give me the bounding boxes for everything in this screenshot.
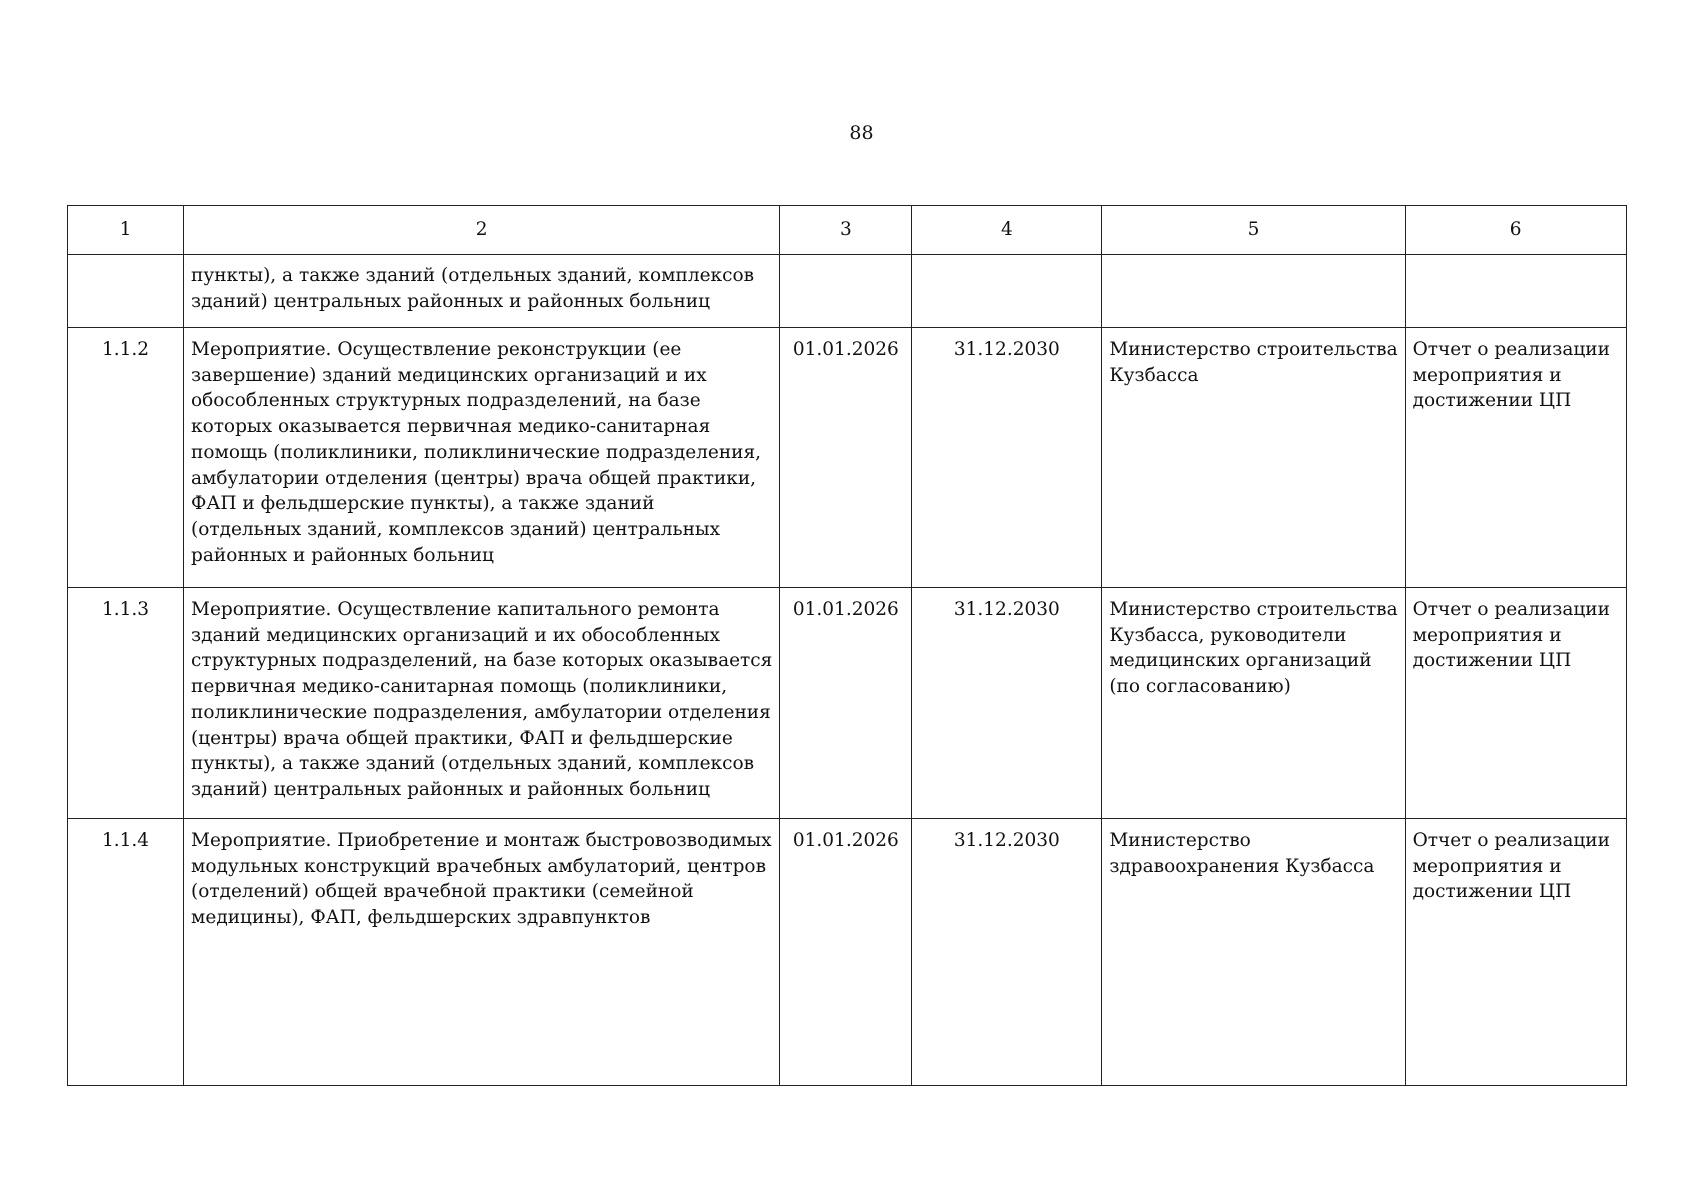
text-line: завершение) зданий медицинских организаций и их [191, 364, 707, 386]
text-line: модульных конструкций врачебных амбулаторий, центров [191, 855, 766, 877]
responsible-cell [1102, 328, 1405, 588]
column-header: 2 [184, 206, 780, 255]
table-row [68, 588, 1627, 819]
text-line: Мероприятие. Приобретение и монтаж быстровозводимых [191, 830, 772, 851]
text-line: Кузбасса [1109, 364, 1199, 386]
text-line: амбулатории отделения (центры) врача общей практики, [191, 467, 757, 489]
column-header: 3 [780, 206, 912, 255]
end-date-cell: 31.12.2030 [912, 328, 1102, 588]
text-line: помощь (поликлиники, поликлинические подразделения, [191, 441, 762, 463]
column-header: 5 [1102, 206, 1405, 255]
text-line: (отделений) общей врачебной практики (семейной [191, 881, 694, 903]
description-cell [184, 328, 780, 588]
page-number: 88 [849, 122, 874, 144]
table-row [68, 819, 1627, 1086]
end-date-cell: 31.12.2030 [912, 819, 1102, 1086]
text-line: ФАП и фельдшерские пункты), а также зданий [191, 493, 655, 515]
text-line: Отчет о реализации [1412, 339, 1610, 360]
empty-cell [68, 255, 184, 328]
text-line: Мероприятие. Осуществление реконструкции (ее [191, 339, 682, 360]
empty-cell [780, 255, 912, 328]
text-line: (центры) врача общей практики, ФАП и фельдшерские [191, 727, 733, 749]
text-line: Отчет о реализации [1412, 599, 1610, 620]
text-line: мероприятия и [1412, 855, 1562, 877]
text-line: районных и районных больниц [191, 544, 494, 566]
text-line: пункты), а также зданий (отдельных зданий, комплексов [191, 753, 754, 775]
text-line: медицины), ФАП, фельдшерских здравпунктов [191, 907, 651, 929]
empty-cell [912, 255, 1102, 328]
text-line: Министерство строительства [1109, 339, 1398, 360]
text-line: которых оказывается первичная медико-санитарная [191, 416, 711, 438]
result-cell [1405, 588, 1626, 819]
description-cell [184, 819, 780, 1086]
text-line: пункты), а также зданий (отдельных зданий, комплексов [191, 265, 754, 286]
text-line: (по согласованию) [1109, 676, 1291, 698]
text-line: Отчет о реализации [1412, 830, 1610, 851]
text-line: достижении ЦП [1412, 390, 1572, 412]
description-cell [184, 255, 780, 328]
text-line: обособленных структурных подразделений, на базе [191, 390, 701, 412]
text-line: первичная медико-санитарная помощь (поликлиники, [191, 676, 728, 698]
text-line: мероприятия и [1412, 364, 1562, 386]
text-line: мероприятия и [1412, 624, 1562, 646]
text-line: Министерство [1109, 830, 1251, 851]
column-header: 4 [912, 206, 1102, 255]
row-number-cell: 1.1.3 [68, 588, 184, 819]
text-line: зданий) центральных районных и районных больниц [191, 778, 711, 800]
start-date-cell: 01.01.2026 [780, 588, 912, 819]
text-line: медицинских организаций [1109, 650, 1372, 672]
description-cell [184, 588, 780, 819]
table-row [68, 328, 1627, 588]
result-cell [1405, 819, 1626, 1086]
column-header: 1 [68, 206, 184, 255]
text-line: зданий) центральных районных и районных больниц [191, 290, 711, 312]
text-line: Министерство строительства [1109, 599, 1398, 620]
row-number-cell: 1.1.4 [68, 819, 184, 1086]
responsible-cell [1102, 588, 1405, 819]
text-line: здравоохранения Кузбасса [1109, 855, 1375, 877]
row-number-cell: 1.1.2 [68, 328, 184, 588]
table-header-row [68, 206, 1627, 255]
empty-cell [1405, 255, 1626, 328]
text-line: зданий медицинских организаций и их обособленных [191, 624, 720, 646]
table-row-continuation [68, 255, 1627, 328]
responsible-cell [1102, 819, 1405, 1086]
text-line: достижении ЦП [1412, 650, 1572, 672]
result-cell [1405, 328, 1626, 588]
text-line: структурных подразделений, на базе которых оказывается [191, 650, 773, 672]
column-header: 6 [1405, 206, 1626, 255]
start-date-cell: 01.01.2026 [780, 819, 912, 1086]
text-line: (отдельных зданий, комплексов зданий) центральных [191, 518, 721, 540]
start-date-cell: 01.01.2026 [780, 328, 912, 588]
text-line: поликлинические подразделения, амбулатории отделения [191, 701, 771, 723]
text-line: Мероприятие. Осуществление капитального ремонта [191, 599, 720, 620]
end-date-cell: 31.12.2030 [912, 588, 1102, 819]
measures-table [67, 205, 1627, 1086]
empty-cell [1102, 255, 1405, 328]
text-line: Кузбасса, руководители [1109, 624, 1347, 646]
text-line: достижении ЦП [1412, 881, 1572, 903]
